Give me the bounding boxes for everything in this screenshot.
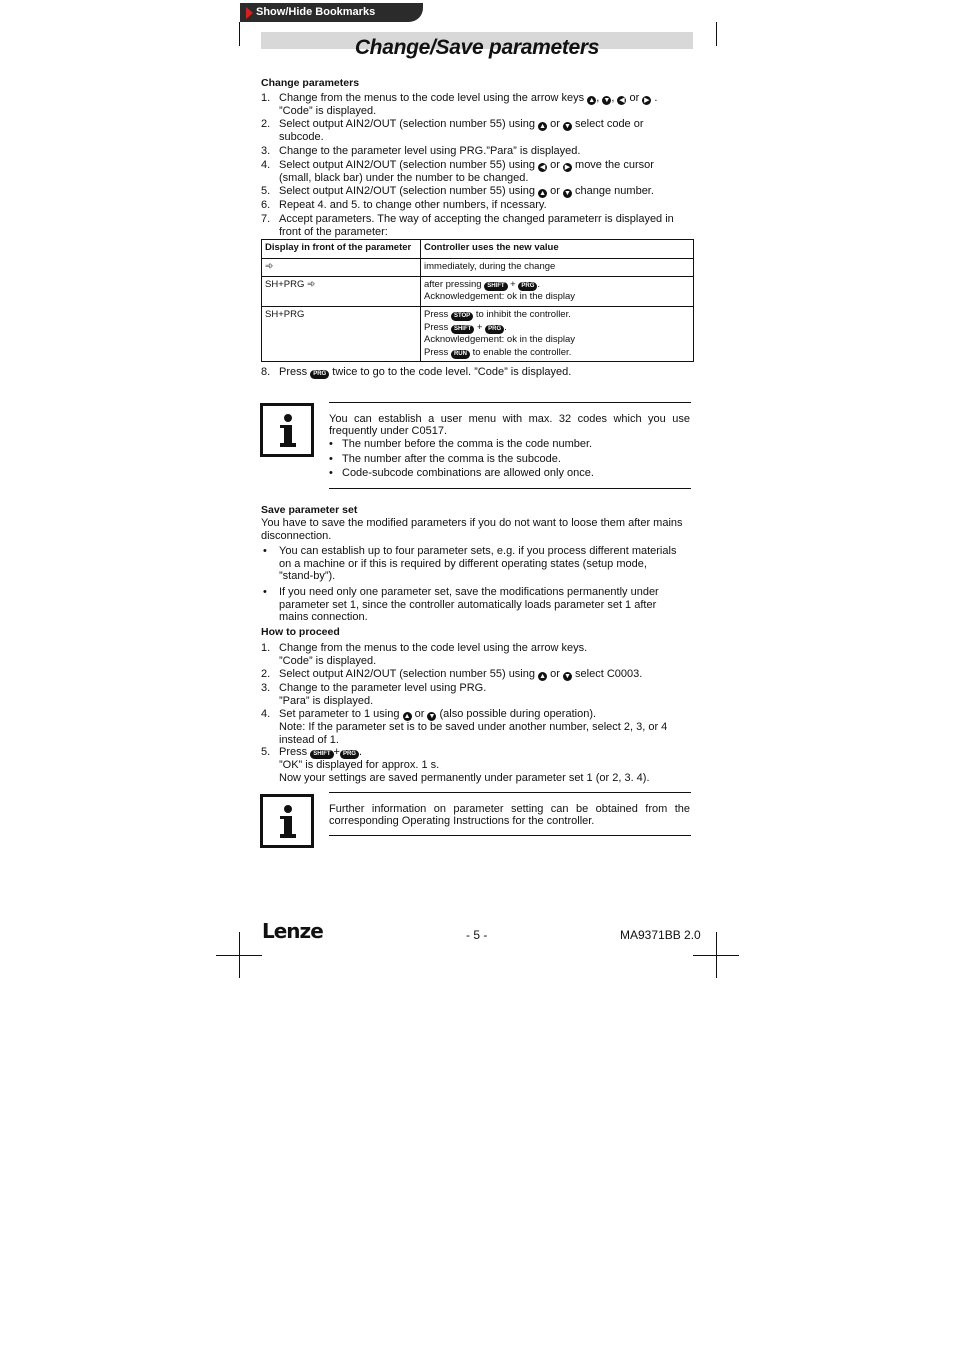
arrow-up-key-icon: ▲ [539,673,547,680]
table-cell: SH+PRG [262,307,421,362]
accept-parameter-table [261,239,694,362]
info-text: You can establish a user menu with max. 32 codes which you use frequently under C0517. [329,413,690,437]
list-item: • Code-subcode combinations are allowed only once. [329,467,594,479]
table-header: Display in front of the parameter [262,240,421,259]
info-icon [260,403,314,457]
crop-mark [239,22,240,46]
change-parameters-heading: Change parameters [261,77,360,89]
arrow-down-key-icon: ▼ [564,190,571,197]
arrow-up-key-icon: ▲ [588,97,596,104]
document-id: MA9371BB 2.0 [620,928,701,942]
bookmark-label: Show/Hide Bookmarks [256,6,376,18]
crop-mark [216,955,262,956]
run-key-icon: RUN [451,350,470,359]
arrow-up-key-icon: ▲ [539,190,547,197]
accept-arrow-icon: ➾ [265,261,274,272]
show-hide-bookmarks-button[interactable] [240,3,423,22]
list-item: 8. Press PRG twice to go to the code level. ”Code” is displayed. [261,366,572,378]
list-item: 3. Change to the parameter level using PRG.”Para” is displayed. [261,145,581,157]
table-cell [262,259,421,277]
divider [329,402,691,403]
crop-mark [716,22,717,46]
table-cell: SH+PRG ➾ [262,277,421,307]
prg-key-icon: PRG [310,370,329,379]
lenze-logo: Lenze [262,919,323,943]
list-item: • The number before the comma is the code number. [329,438,593,450]
table-cell: immediately, during the change [421,259,694,277]
arrow-down-key-icon: ▼ [564,673,571,680]
divider [329,792,691,793]
divider [329,488,691,489]
shift-key-icon: SHIFT [484,282,507,291]
list-item: • The number after the comma is the subcode. [329,453,561,465]
how-to-proceed-heading: How to proceed [261,626,340,638]
table-row [262,259,694,277]
save-parameter-set-heading: Save parameter set [261,504,358,516]
table-header-row [262,240,694,259]
table-row [262,277,694,307]
info-text: Further information on parameter setting can be obtained from the corresponding Operating Instructions for the controller. [329,803,690,827]
list-item: 1. Change from the menus to the code level using the arrow keys ▲, ▼, ◀ or ▶ . ”Code” is displayed. [261,92,658,117]
prg-key-icon: PRG [518,282,537,291]
arrow-left-key-icon: ◀ [539,164,546,171]
list-item: 7. Accept parameters. The way of accepting the changed parameterr is displayed in front of the parameter: [261,213,674,238]
table-cell: after pressing SHIFT + PRG . Acknowledgement: ok in the display [421,277,694,307]
arrow-left-key-icon: ◀ [619,97,625,104]
arrow-down-key-icon: ▼ [564,123,571,130]
divider [329,835,691,836]
crop-mark [693,955,739,956]
info-icon [260,794,314,848]
stop-key-icon: STOP [451,312,473,321]
arrow-down-key-icon: ▼ [603,97,611,104]
list-item: 6. Repeat 4. and 5. to change other numbers, if ncessary. [261,199,547,211]
accept-arrow-icon: ➾ [306,279,316,290]
table-row [262,307,694,362]
arrow-right-key-icon: ▶ [644,97,650,104]
page-number: - 5 - [466,928,488,942]
list-item: 4. Select output AIN2/OUT (selection number 55) using ◀ or ▶ move the cursor (small, black bar) under the number to be changed. [261,159,654,184]
prg-key-icon: PRG [485,325,504,334]
bookmark-arrow-icon [246,7,253,19]
save-intro: You have to save the modified parameters if you do not want to loose them after mains disconnection. [261,517,683,542]
shift-key-icon: SHIFT [310,750,333,759]
table-cell: Press STOP to inhibit the controller. Press SHIFT + PRG . Acknowledgement: ok in the display Press RUN to enable the controller. [421,307,694,362]
list-item: 2. Select output AIN2/OUT (selection number 55) using ▲ or ▼ select code or subcode. [261,118,644,143]
arrow-up-key-icon: ▲ [539,123,547,130]
page-title: Change/Save parameters [354,36,600,59]
arrow-up-key-icon: ▲ [403,713,411,720]
arrow-down-key-icon: ▼ [428,713,436,720]
list-item: 5. Select output AIN2/OUT (selection number 55) using ▲ or ▼ change number. [261,185,654,197]
shift-key-icon: SHIFT [451,325,474,334]
arrow-right-key-icon: ▶ [564,164,571,171]
prg-key-icon: PRG [340,750,359,759]
table-header: Controller uses the new value [421,240,694,259]
info-bullet-list [329,438,691,481]
